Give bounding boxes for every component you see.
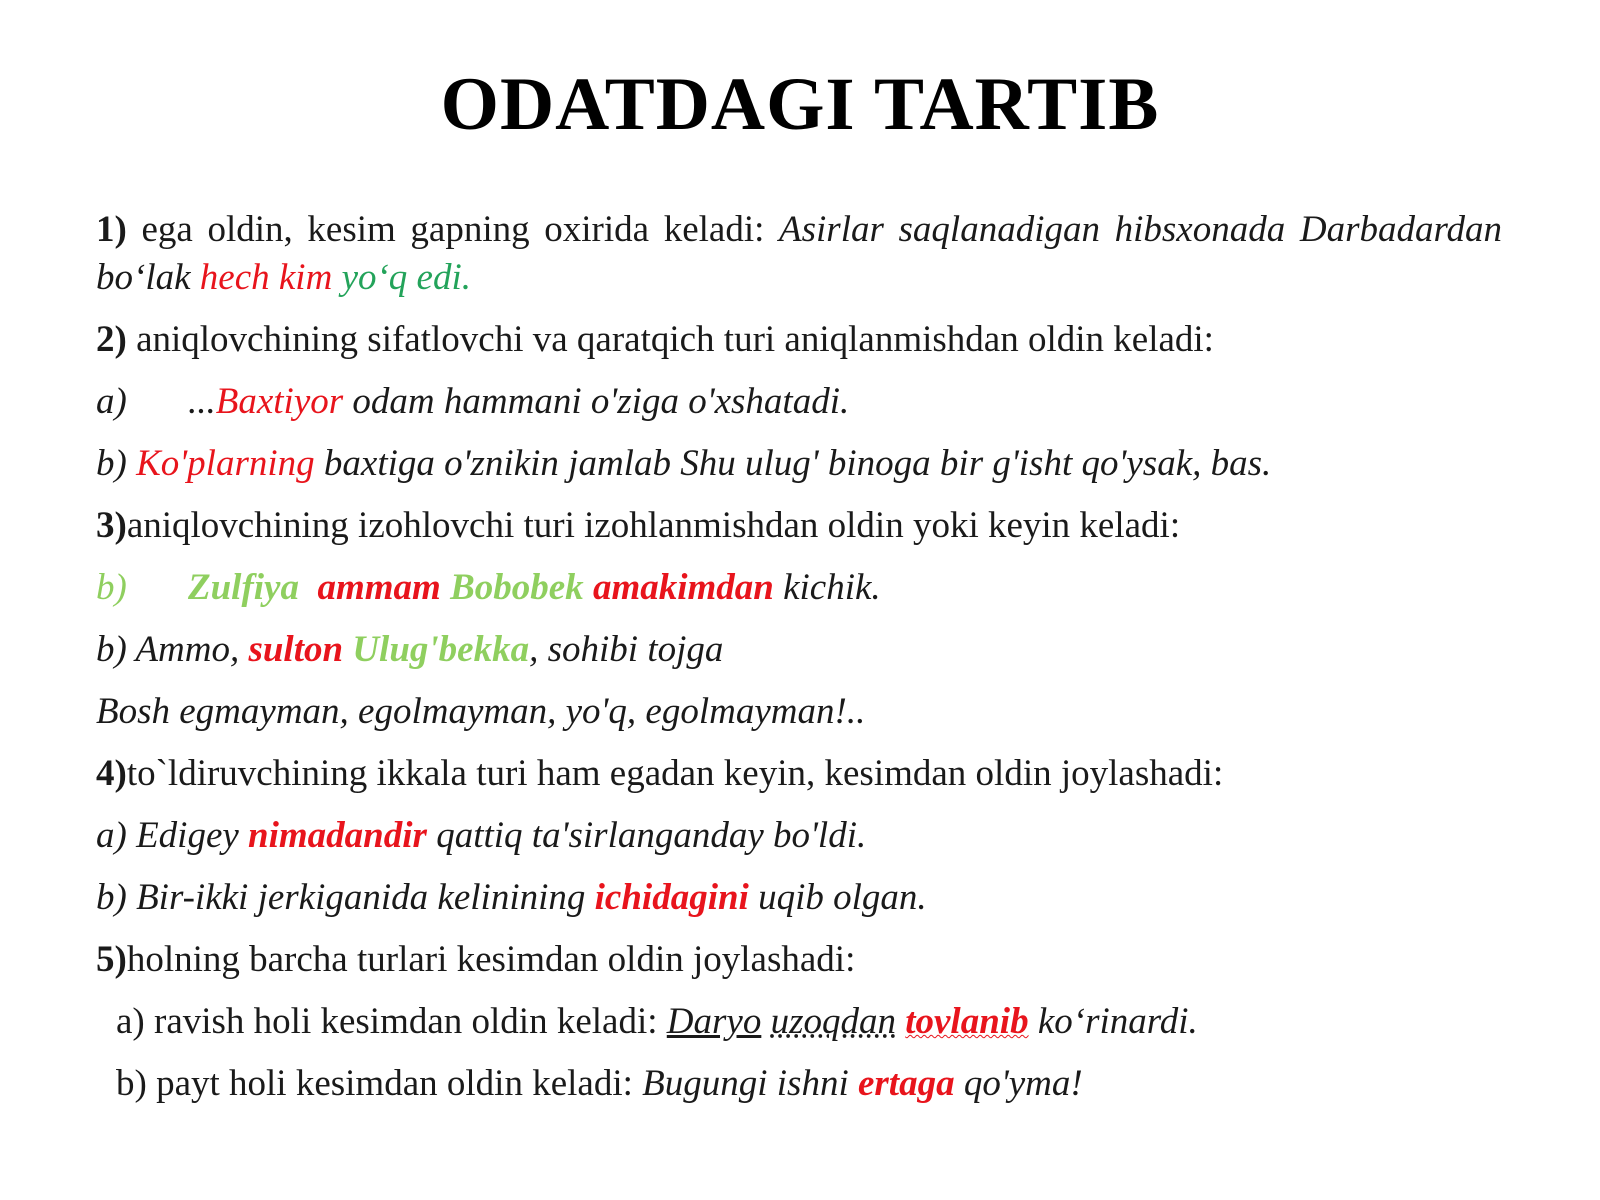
example-word-appositive-2: Bobobek — [450, 567, 584, 608]
rule-4-example-b — [96, 874, 1502, 922]
example-text: b) payt holi kesimdan oldin keladi: — [116, 1063, 643, 1104]
rule-5-text: holning barcha turlari kesimdan oldin joylashadi: — [126, 939, 856, 980]
rule-2-number: 2) — [96, 319, 127, 360]
example-text: Ammo, — [126, 629, 249, 670]
example-rest: kichik. — [773, 567, 881, 608]
rule-2-text: aniqlovchining sifatlovchi va qaratqich turi aniqlanmishdan oldin keladi: — [136, 319, 1214, 360]
example-label: b) — [96, 629, 127, 670]
example-word-appositive: Ulug'bekka — [352, 629, 530, 670]
example-word-highlight: ertaga — [857, 1063, 955, 1104]
rule-4-number: 4) — [96, 753, 127, 794]
rule-1 — [96, 206, 1502, 302]
rule-3-example-b-line2: Bosh egmayman, egolmayman, yo'q, egolmayman!.. — [96, 691, 866, 732]
example-rest: , sohibi tojga — [529, 629, 724, 670]
example-words: Bugungi ishni — [642, 1063, 858, 1104]
example-word-adverbial: uzoqdan — [770, 1001, 896, 1042]
example-word-highlight: tovlanib — [905, 1001, 1029, 1042]
example-rest: qo'yma! — [954, 1063, 1083, 1104]
example-word-subject: Daryo — [666, 1001, 762, 1042]
example-label: b) — [96, 567, 127, 608]
example-label: b) — [96, 443, 127, 484]
rule-2-example-a — [96, 378, 1502, 426]
rule-1-example-part1: Asirlar saqlanadigan hibsxonada — [779, 209, 1286, 250]
example-text: a) ravish holi kesimdan oldin keladi: — [116, 1001, 667, 1042]
example-highlight: Ko'plarning — [136, 443, 315, 484]
example-rest: odam hammani o'ziga o'xshatadi. — [343, 381, 850, 422]
example-rest: ko‘rinardi. — [1028, 1001, 1198, 1042]
example-rest: uqib olgan. — [748, 877, 927, 918]
rule-2 — [96, 316, 1502, 364]
rule-3-text: aniqlovchining izohlovchi turi izohlanmishdan oldin yoki keyin keladi: — [126, 505, 1181, 546]
rule-3 — [96, 502, 1502, 550]
example-text: b) Bir-ikki jerkiganida kelinining — [96, 877, 595, 918]
page-title: ODATDAGI TARTIB — [440, 63, 1160, 146]
rule-3-number: 3) — [96, 505, 127, 546]
rule-5-example-b — [96, 1060, 1502, 1108]
example-word-head-2: amakimdan — [592, 567, 774, 608]
example-highlight: ichidagini — [594, 877, 749, 918]
content-body — [96, 206, 1502, 1108]
rule-1-number: 1) — [96, 209, 127, 250]
example-rest: baxtiga o'znikin jamlab Shu ulug' binoga bir g'isht qo'ysak, bas. — [314, 443, 1272, 484]
example-label: a) — [96, 381, 127, 422]
rule-1-example-predicate: yo‘q edi. — [341, 257, 472, 298]
rule-5-example-a — [96, 998, 1502, 1046]
rule-5 — [96, 936, 1502, 984]
rule-4-example-a — [96, 812, 1502, 860]
example-text: a) Edigey — [96, 815, 249, 856]
example-word-appositive: Zulfiya — [188, 567, 299, 608]
example-ellipsis: ... — [188, 381, 216, 422]
example-rest: qattiq ta'sirlanganday bo'ldi. — [426, 815, 867, 856]
rule-2-example-b — [96, 440, 1502, 488]
rule-5-number: 5) — [96, 939, 127, 980]
rule-4-text: to`ldiruvchining ikkala turi ham egadan keyin, kesimdan oldin joylashadi: — [126, 753, 1224, 794]
example-word-head: sulton — [248, 629, 344, 670]
example-word-head: ammam — [317, 567, 441, 608]
example-highlight: nimadandir — [248, 815, 427, 856]
rule-3-example-b — [96, 626, 1502, 674]
rule-1-example-subject: hech kim — [199, 257, 333, 298]
rule-4 — [96, 750, 1502, 798]
rule-3-example-a — [96, 564, 1502, 612]
rule-1-example-part2: Darbadardan bo‘lak — [96, 209, 1503, 298]
rule-1-text: ega oldin, kesim gapning oxirida keladi: — [141, 209, 765, 250]
example-highlight: Baxtiyor — [215, 381, 344, 422]
